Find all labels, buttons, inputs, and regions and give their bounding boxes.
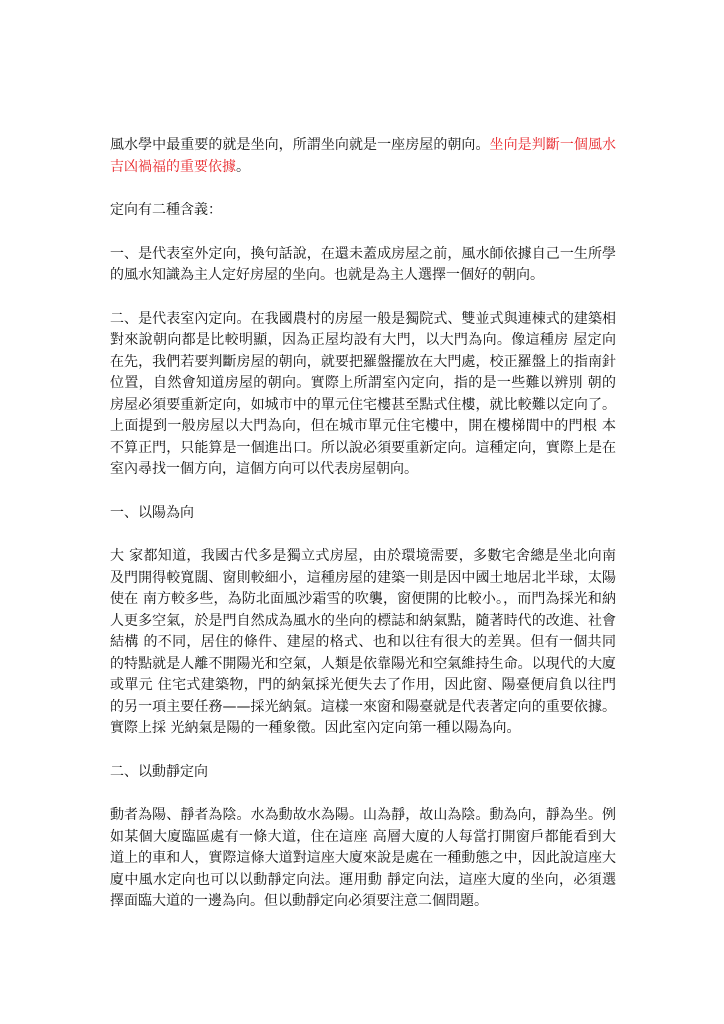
paragraph-yang-orientation: 大 家都知道，我國古代多是獨立式房屋，由於環境需要，多數宅舍總是坐北向南及門開得較寬闊、窗則較細小，這種房屋的建築一則是因中國土地居北半球，太陽使在 南方較多些，為防北面風沙霜雪的吹襲，窗便開的比較小。，而門為採光和納人更多空氣，於是門自然成為風水的坐向的標誌和納氣點，隨著時代的改進、社會結構 的不同，居住的條件、建屋的格式、也和以往有很大的差異。但有一個共同的特點就是人離不開陽光和空氣，人類是依靠陽光和空氣維持生命。以現代的大廈或單元 住宅式建築物，門的納氣採光便失去了作用，因此窗、陽臺便肩負以往門的另一項主要任務——採光納氣。這樣一來窗和陽臺就是代表著定向的重要依據。實際上採 光納氣是陽的一種象徵。因此室內定向第一種以陽為向。 bbox=[110, 548, 616, 736]
section-heading-yang: 一、以陽為向 bbox=[110, 504, 194, 521]
intro-text: 風水學中最重要的就是坐向，所謂坐向就是一座房屋的朝向。 bbox=[110, 137, 490, 153]
highlighted-text: 坐向是判斷一個風水吉凶禍福的重要依據 bbox=[110, 137, 617, 175]
document-page bbox=[110, 135, 616, 935]
paragraph-indoor-orientation: 二、是代表室內定向。在我國農村的房屋一般是獨院式、雙並式與連棟式的建築相對來說朝向都是比較明顯，因為正屋均設有大門，以大門為向。像這種房 屋定向在先，我們若要判斷房屋的朝向，就要把羅盤擺放在大門處，校正羅盤上的指南針位置，自然會知道房屋的朝向。實際上所謂室內定向，指的是一些難以辨別 朝的房屋必須要重新定向，如城市中的單元住宅樓甚至點式住樓，就比較難以定向了。上面提到一般房屋以大門為向，但在城市單元住宅樓中，開在樓梯間中的門根 本不算正門，只能算是一個進出口。所以說必須要重新定向。這種定向，實際上是在室內尋找一個方向，這個方向可以代表房屋朝向。 bbox=[110, 310, 616, 477]
section-heading-motion: 二、以動靜定向 bbox=[110, 763, 208, 780]
paragraph-motion-orientation: 動者為陽、靜者為陰。水為動故水為陽。山為靜，故山為陰。動為向，靜為坐。例如某個大廈臨區處有一條大道，住在這座 高層大廈的人每當打開窗戶都能看到大道上的車和人，實際這條大道對這座大廈來說是處在一種動態之中，因此說這座大廈中風水定向也可以以動靜定向法。運用動 靜定向法，這座大廈的坐向，必須選擇面臨大道的一邊為向。但以動靜定向必須要注意二個問題。 bbox=[110, 807, 616, 909]
paragraph-definition-heading: 定向有二種含義： bbox=[110, 202, 222, 218]
intro-period: 。 bbox=[236, 158, 250, 175]
paragraph-intro bbox=[110, 135, 616, 178]
paragraph-outdoor-orientation: 一、是代表室外定向，換句話說，在還未蓋成房屋之前，風水師依據自己一生所學的風水知識為主人定好房屋的坐向。也就是為主人選擇一個好的朝向。 bbox=[110, 245, 616, 283]
